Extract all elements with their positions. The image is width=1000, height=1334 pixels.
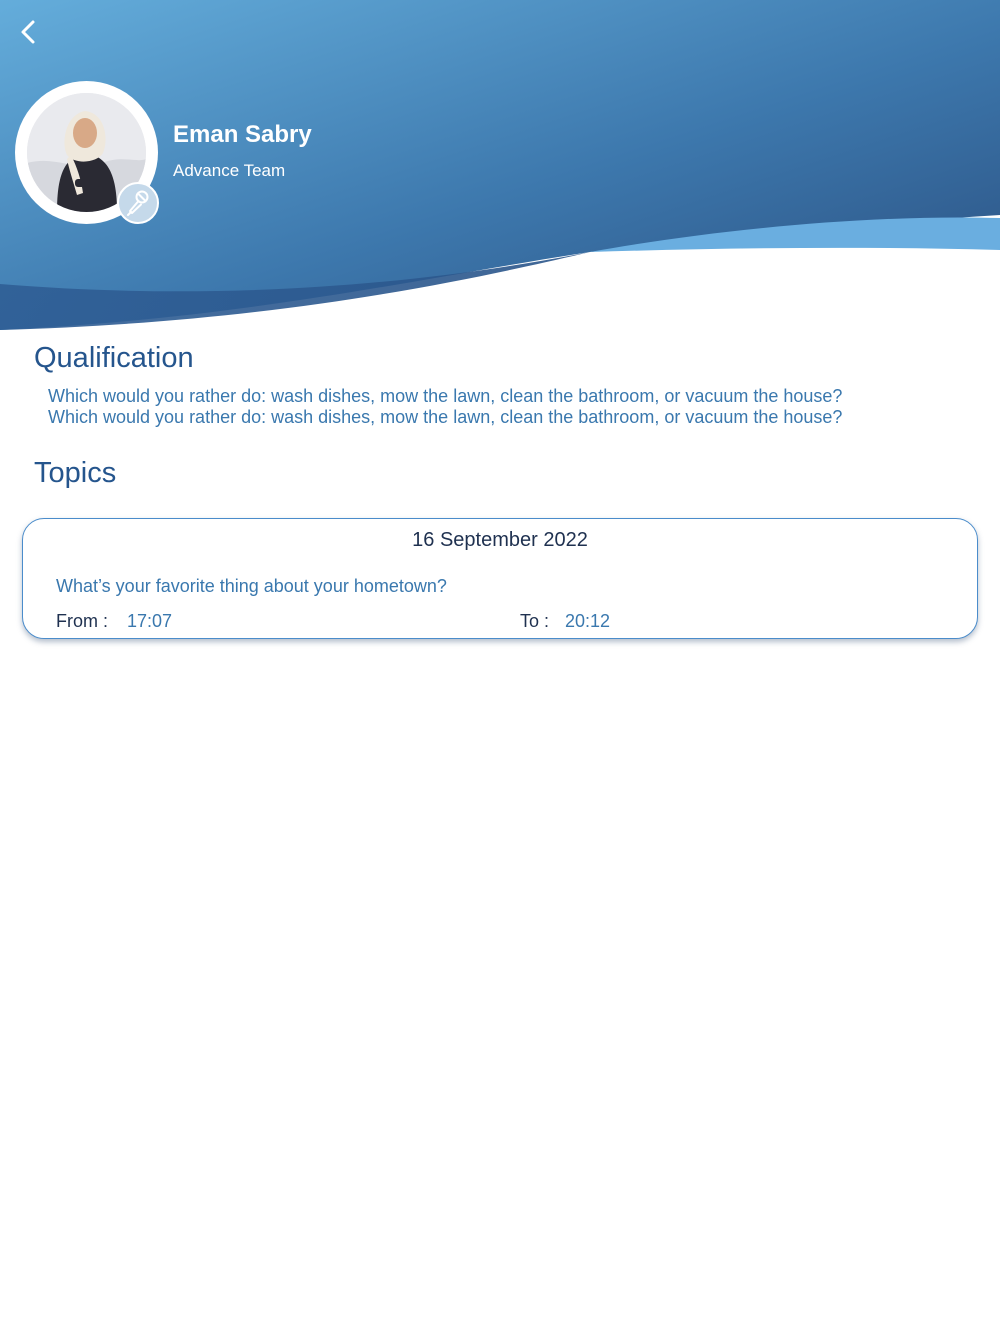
topic-to-label: To : — [520, 611, 550, 631]
qualification-title: Qualification — [34, 342, 194, 374]
topic-date: 16 September 2022 — [412, 529, 588, 551]
qualification-text — [48, 386, 988, 428]
profile-team: Advance Team — [173, 161, 286, 180]
profile-header — [0, 0, 1000, 335]
topic-card[interactable] — [22, 518, 978, 639]
qualification-line: Which would you rather do: wash dishes, mow the lawn, clean the bathroom, or vacuum the house? — [48, 407, 843, 427]
microphone-badge — [117, 182, 159, 224]
qualification-line: Which would you rather do: wash dishes, mow the lawn, clean the bathroom, or vacuum the house? — [48, 386, 843, 406]
topics-title: Topics — [34, 457, 117, 489]
topic-to-time: 20:12 — [565, 611, 611, 631]
profile-name: Eman Sabry — [173, 121, 312, 148]
microphone-icon — [119, 184, 157, 222]
back-button[interactable] — [8, 14, 48, 50]
topic-question: What’s your favorite thing about your hometown? — [56, 576, 447, 596]
chevron-left-icon — [8, 14, 48, 50]
topic-from-time: 17:07 — [127, 611, 173, 631]
topic-from-label: From : — [56, 611, 108, 631]
